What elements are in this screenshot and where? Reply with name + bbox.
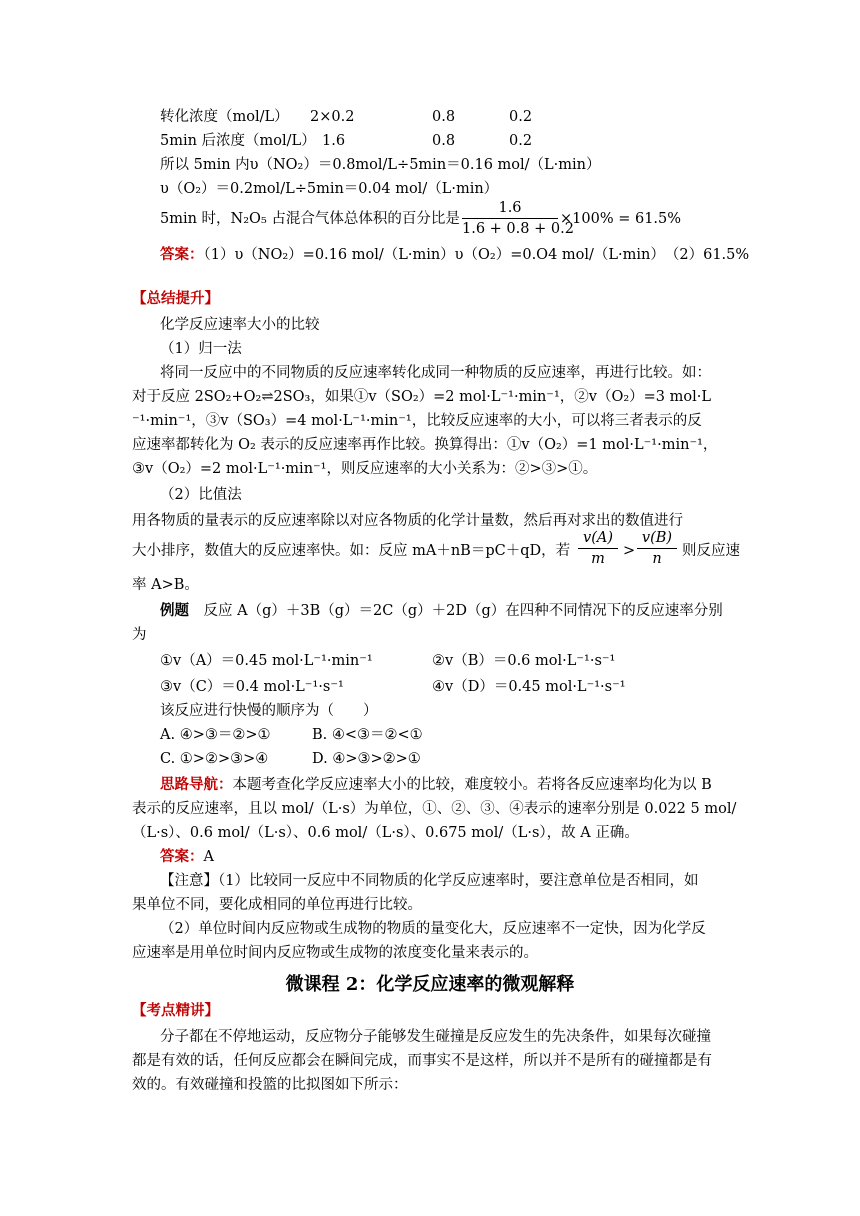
answer1-text: （1）υ（NO₂）=0.16 mol/（L·min）υ（O₂）=0.O4 mol/（L·min） （2）61.5% [203, 247, 750, 263]
answer2-label: 答案： [160, 848, 204, 865]
example-question: 该反应进行快慢的顺序为（ ） [160, 703, 378, 719]
row2-c1: 1.6 [322, 133, 346, 149]
summary-line3: 将同一反应中的不同物质的反应速率转化成同一种物质的反应速率，再进行比较。如： [160, 365, 711, 381]
example-label: 例题 [160, 602, 189, 619]
lesson2-line2: 都是有效的话，任何反应都会在瞬间完成，而事实不是这样，所以并不是所有的碰撞都是有 [132, 1053, 712, 1069]
answer2 [160, 846, 214, 868]
ratio-a-numerator: v(A) [583, 530, 613, 546]
note-line3: （2）单位时间内反应物或生成物的物质的量变化大，反应速率不一定快，因为化学反 [160, 921, 706, 937]
row2-c3: 0.2 [509, 133, 533, 149]
ratio-fraction-b [637, 528, 677, 569]
guide-line2: 表示的反应速率，且以 mol/（L·s）为单位，①、②、③、④表示的速率分别是 0.022 5 mol/ [132, 801, 737, 817]
note-line4: 应速率是用单位时间内反应物或生成物的浓度变化量来表示的。 [132, 945, 538, 961]
fraction-denominator: 1.6 + 0.8 + 0.2 [462, 221, 574, 237]
guide-text: 本题考查化学反应速率大小的比较，难度较小。若将各反应速率均化为以 B [232, 777, 712, 793]
summary-line10-post: 则反应速 [682, 543, 740, 559]
summary-line7: ③v（O₂）=2 mol·L⁻¹·min⁻¹，则反应速率的大小关系为：②>③>①。 [132, 461, 598, 477]
summary-line1: 化学反应速率大小的比较 [160, 317, 320, 333]
calc-line3-pre: 5min 时，N₂O₅ 占混合气体总体积的百分比是 [160, 211, 460, 227]
row1-c2: 0.8 [432, 109, 456, 125]
row2-c2: 0.8 [432, 133, 456, 149]
calc-line2: υ（O₂）＝0.2mol/L÷5min＝0.04 mol/（L·min） [160, 181, 499, 197]
row1-c1: 2×0.2 [310, 109, 355, 125]
summary-line9: 用各物质的量表示的反应速率除以对应各物质的化学计量数，然后再对求出的数值进行 [132, 513, 683, 529]
example-option1: ①v（A）＝0.45 mol·L⁻¹·min⁻¹ [160, 653, 373, 669]
lesson2-line3: 效的。有效碰撞和投篮的比拟图如下所示： [132, 1077, 408, 1093]
answer1 [160, 244, 749, 266]
choice-d: D. ④>③>②>① [312, 751, 421, 767]
calc-line3-post: ×100% = 61.5% [560, 211, 682, 227]
row1-c3: 0.2 [509, 109, 533, 125]
choice-c: C. ①>②>③>④ [160, 751, 269, 767]
example-option4: ④v（D）＝0.45 mol·L⁻¹·s⁻¹ [432, 679, 626, 695]
summary-line10-pre: 大小排序，数值大的反应速率快。如：反应 mA＋nB＝pC＋qD，若 [132, 543, 571, 559]
summary-line11: 率 A>B。 [132, 577, 199, 593]
summary-line6: 应速率都转化为 O₂ 表示的反应速率再作比较。换算得出：①v（O₂）=1 mol·L⁻¹·min⁻¹， [132, 437, 718, 453]
summary-line2: （1）归一法 [160, 341, 242, 357]
percent-fraction [462, 198, 574, 239]
example-line1 [160, 600, 723, 622]
lesson2-section-title: 【考点精讲】 [132, 1002, 219, 1019]
choice-b: B. ④<③＝②<① [312, 727, 423, 743]
guide-line1 [160, 774, 712, 796]
example-option3: ③v（C）＝0.4 mol·L⁻¹·s⁻¹ [160, 679, 344, 695]
ratio-b-numerator: v(B) [641, 530, 673, 546]
summary-line5: ⁻¹·min⁻¹，③v（SO₃）=4 mol·L⁻¹·min⁻¹，比较反应速率的大小，可以将三者表示的反 [132, 413, 702, 429]
ratio-a-denominator: m [591, 551, 605, 567]
example-option2: ②v（B）＝0.6 mol·L⁻¹·s⁻¹ [432, 653, 616, 669]
answer2-text: A [203, 849, 214, 865]
lesson2-line1: 分子都在不停地运动，反应物分子能够发生碰撞是反应发生的先决条件，如果每次碰撞 [160, 1029, 711, 1045]
guide-line3: （L·s）、0.6 mol/（L·s）、0.6 mol/（L·s）、0.675 mol/（L·s），故 A 正确。 [132, 825, 639, 841]
row1-label: 转化浓度（mol/L） [160, 109, 289, 125]
example-text: 反应 A（g）＋3B（g）＝2C（g）＋2D（g）在四种不同情况下的反应速率分别 [203, 603, 723, 619]
summary-line8: （2）比值法 [160, 487, 242, 503]
ratio-b-denominator: n [652, 551, 662, 567]
summary-title: 【总结提升】 [132, 290, 219, 307]
summary-line4: 对于反应 2SO₂+O₂⇌2SO₃，如果①v（SO₂）=2 mol·L⁻¹·min⁻¹，②v（O₂）=3 mol·L [132, 389, 711, 405]
note-line1: 【注意】（1）比较同一反应中不同物质的化学反应速率时，要注意单位是否相同，如 [160, 873, 699, 889]
fraction-numerator: 1.6 [498, 200, 522, 216]
note-line2: 果单位不同，要化成相同的单位再进行比较。 [132, 897, 422, 913]
choice-a: A. ④>③＝②>① [160, 727, 271, 743]
answer1-label: 答案： [160, 246, 204, 263]
ratio-fraction-a [578, 528, 618, 569]
ratio-gt: > [623, 543, 636, 559]
row2-label: 5min 后浓度（mol/L） [160, 133, 316, 149]
example-line2: 为 [132, 627, 147, 643]
guide-label: 思路导航： [160, 776, 233, 793]
calc-line1: 所以 5min 内υ（NO₂）＝0.8mol/L÷5min＝0.16 mol/（L·min） [160, 157, 601, 173]
lesson2-heading: 微课程 2：化学反应速率的微观解释 [285, 974, 575, 995]
